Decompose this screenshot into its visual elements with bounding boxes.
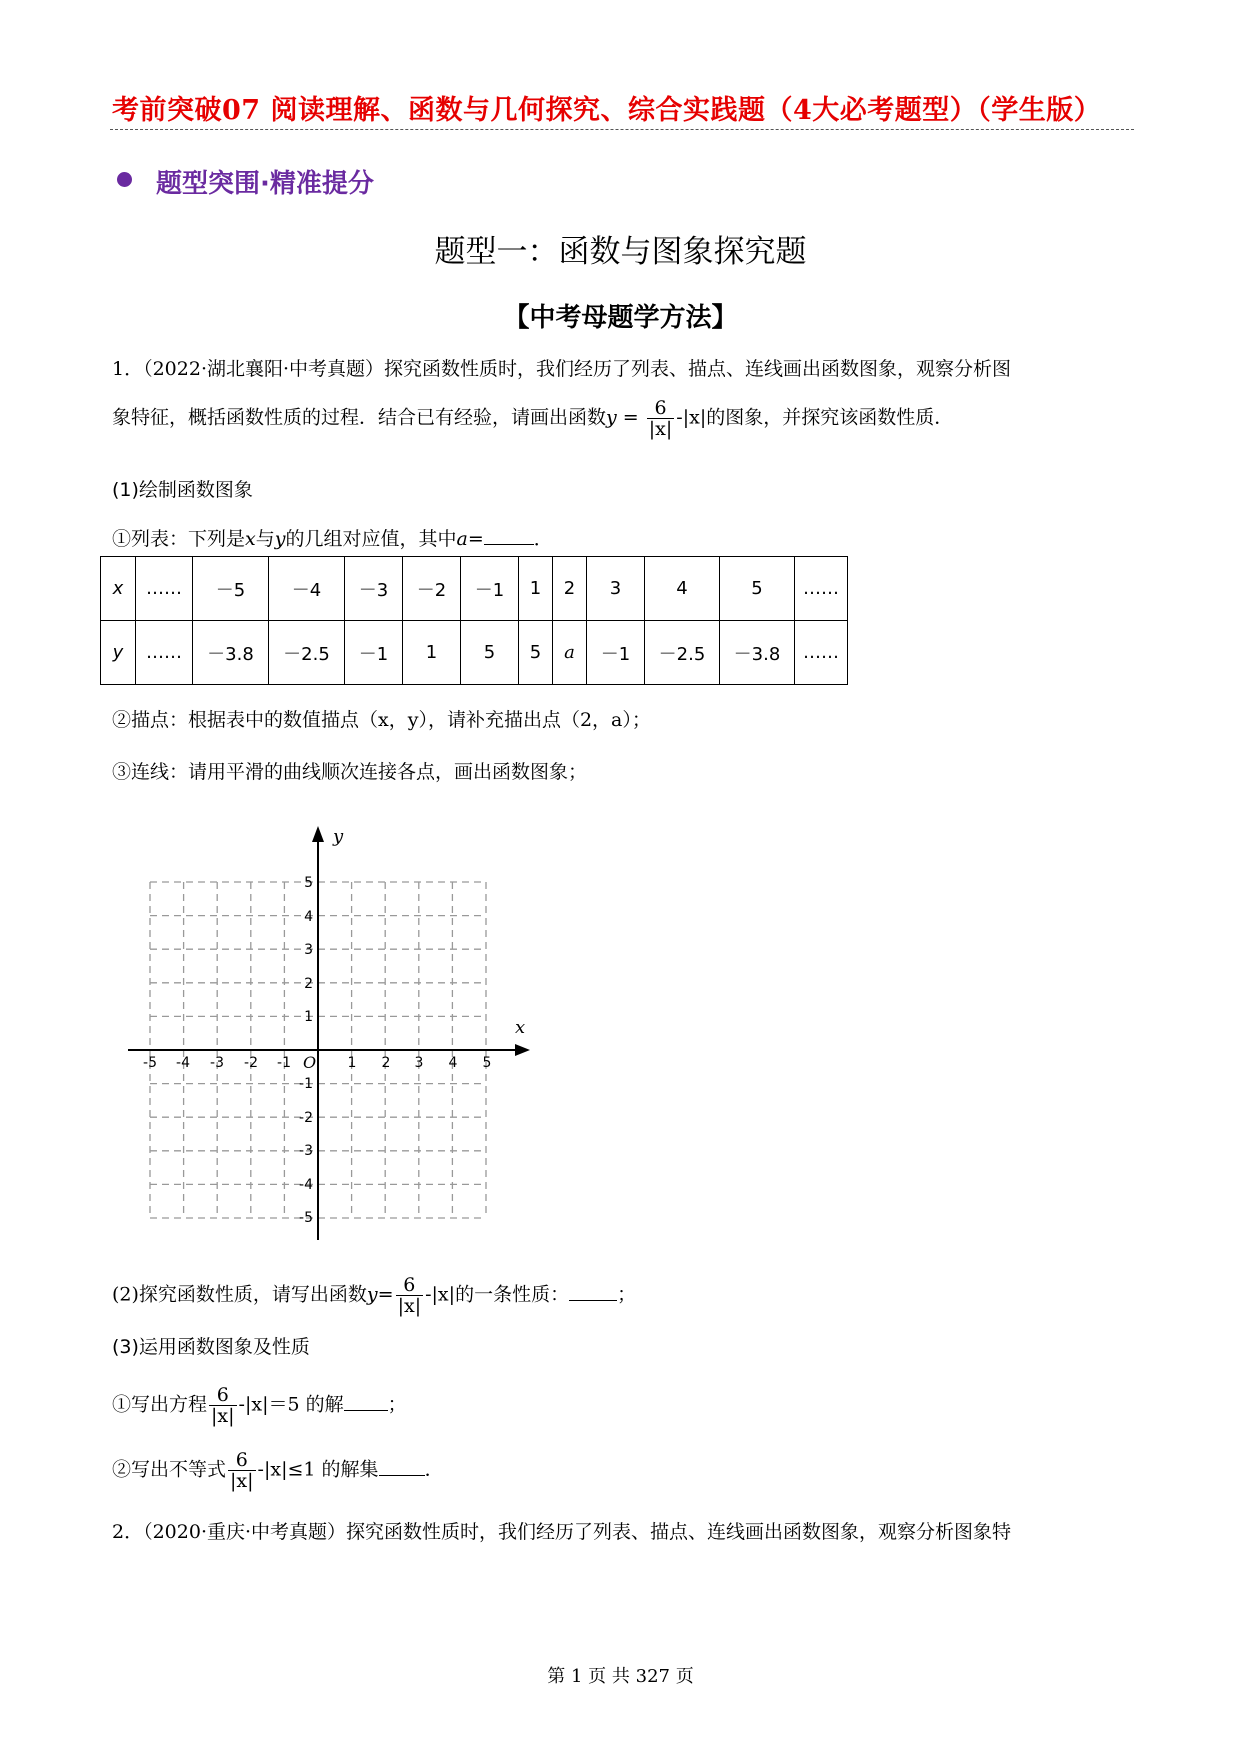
step1-x: x [245,528,256,550]
table-cell: 1 [403,621,461,685]
document-header-title: 考前突破07 阅读理解、函数与几何探究、综合实践题（4大必考题型）（学生版） [112,95,1102,126]
frac-numerator: 6 [396,1275,424,1296]
table-cell: 2 [553,557,587,621]
sub2-fraction [228,1450,256,1491]
x-tick-label: -2 [244,1055,258,1071]
table-cell: 3 [587,557,645,621]
part3-label: (3)运用函数图象及性质 [112,1336,310,1358]
table-cell: 1 [519,557,553,621]
table-cell: 5 [720,557,795,621]
answer-blank [344,1410,388,1411]
part2-tail: -|x| [425,1283,456,1306]
table-row-y [101,621,848,685]
table-cell: －1 [461,557,519,621]
x-axis-arrow-icon [515,1044,530,1056]
table-cell: …… [795,557,848,621]
step3-text: ③连线：请用平滑的曲线顺次连接各点，画出函数图象； [112,761,588,783]
header-divider [110,129,1134,130]
x-tick-label: 5 [482,1055,492,1071]
frac-denominator: |x| [397,1295,422,1317]
table-cell: 5 [519,621,553,685]
step1-post: 的几组对应值，其中 [285,528,457,550]
question-type-title: 题型一：函数与图象探究题 [434,234,807,270]
table-header-x: x [101,557,136,621]
table-header-y: y [101,621,136,685]
step1-text [112,527,553,551]
part2-text [112,1275,636,1316]
y-tick-label: -4 [299,1177,313,1193]
coordinate-grid [118,810,538,1250]
table-cell: －2 [403,557,461,621]
step1-eq: = [467,528,484,550]
sub2-post: 的解集 [321,1458,379,1481]
y-tick-label: -3 [299,1143,313,1159]
y-axis-label: y [333,826,344,847]
frac-numerator: 6 [228,1450,256,1471]
table-cell: －2.5 [269,621,345,685]
q1-line2: 象特征，概括函数性质的过程．结合已有经验，请画出函数y = $\frac{6}{|x|}$ -|x|的图象，并探究该函数性质． [112,397,954,440]
q1-func-y: y [606,406,617,429]
q2-line1: 2．（2020·重庆·中考真题）探究函数性质时，我们经历了列表、描点、连线画出函数图象，观察分析图象特 [112,1521,1012,1543]
part3-sub1 [112,1385,407,1426]
table-cell: 4 [645,557,720,621]
page-footer: 第 1 页 共 327 页 [547,1666,694,1687]
values-table [100,556,848,685]
answer-blank [484,544,534,545]
table-cell: －3.8 [193,621,269,685]
table-cell: －3.8 [720,621,795,685]
step1-a: a [456,528,468,550]
part2-end: ； [617,1283,637,1306]
q1-fraction [647,398,675,439]
frac-numerator: 6 [647,398,675,419]
y-tick-label: 1 [304,1009,313,1025]
table-cell: －3 [345,557,403,621]
x-tick-label: -4 [176,1055,190,1071]
table-cell: 5 [461,621,519,685]
method-title: 【中考母题学方法】 [503,303,738,333]
step2-text: ②描点：根据表中的数值描点（x，y），请补充描出点（2，a）； [112,709,651,731]
part1-label: (1)绘制函数图象 [112,479,253,501]
frac-denominator: |x| [211,1405,235,1427]
part2-y: y [366,1283,378,1306]
y-tick-label: -5 [299,1210,313,1226]
table-cell: －4 [269,557,345,621]
y-tick-label: 2 [304,976,313,992]
part2-eq: = [377,1283,394,1306]
table-cell: －1 [587,621,645,685]
step1-end: ． [533,528,553,550]
sub1-mid: -|x|＝5 [238,1393,300,1416]
frac-denominator: |x| [230,1470,254,1492]
table-row-x [101,557,848,621]
sub1-post: 的解 [305,1393,344,1416]
y-axis-arrow-icon [312,826,324,842]
table-cell: …… [795,621,848,685]
y-tick-label: 4 [304,909,313,925]
table-cell: －2.5 [645,621,720,685]
frac-denominator: |x| [648,418,673,440]
y-tick-label: -2 [299,1110,313,1126]
origin-label: O [303,1053,317,1072]
x-tick-label: 2 [381,1055,391,1071]
q1-line2-post: 的图象，并探究该函数性质． [706,406,954,429]
bullet-dot-icon [117,172,132,187]
section-title: 题型突围·精准提分 [156,169,374,199]
sub1-pre: ①写出方程 [112,1393,208,1416]
y-tick-label: 3 [304,942,313,958]
step1-y: y [274,528,286,550]
y-tick-label: 5 [304,875,313,891]
sub2-end: ． [424,1458,444,1481]
x-tick-label: -3 [210,1055,224,1071]
x-tick-label: 3 [414,1055,424,1071]
frac-numerator: 6 [209,1385,237,1406]
x-tick-label: 4 [448,1055,458,1071]
part2-fraction [396,1275,424,1316]
table-cell: …… [136,621,193,685]
table-cell: …… [136,557,193,621]
table-cell: －1 [345,621,403,685]
part2-pre: (2)探究函数性质，请写出函数 [112,1283,367,1306]
q1-line1: 1．（2022·湖北襄阳·中考真题）探究函数性质时，我们经历了列表、描点、连线画出函数图象，观察分析图 [112,358,1012,380]
answer-blank [379,1475,425,1476]
table-cell: a [553,621,587,685]
step1-mid: 与 [255,528,275,550]
q1-line2-pre: 象特征，概括函数性质的过程．结合已有经验，请画出函数 [112,406,607,429]
sub2-mid: -|x|≤1 [257,1458,316,1481]
part3-sub2 [112,1450,444,1491]
part2-post: 的一条性质： [455,1283,570,1306]
sub2-pre: ②写出不等式 [112,1458,227,1481]
x-axis-label: x [515,1017,526,1038]
q1-func-tail: -|x| [676,406,707,429]
x-tick-label: -5 [143,1055,157,1071]
sub1-fraction [209,1385,237,1426]
x-tick-label: -1 [277,1055,291,1071]
step1-pre: ①列表：下列是 [112,528,246,550]
y-tick-label: -1 [299,1076,313,1092]
table-cell: －5 [193,557,269,621]
sub1-end: ； [387,1393,407,1416]
x-tick-label: 1 [347,1055,357,1071]
answer-blank [569,1300,617,1301]
